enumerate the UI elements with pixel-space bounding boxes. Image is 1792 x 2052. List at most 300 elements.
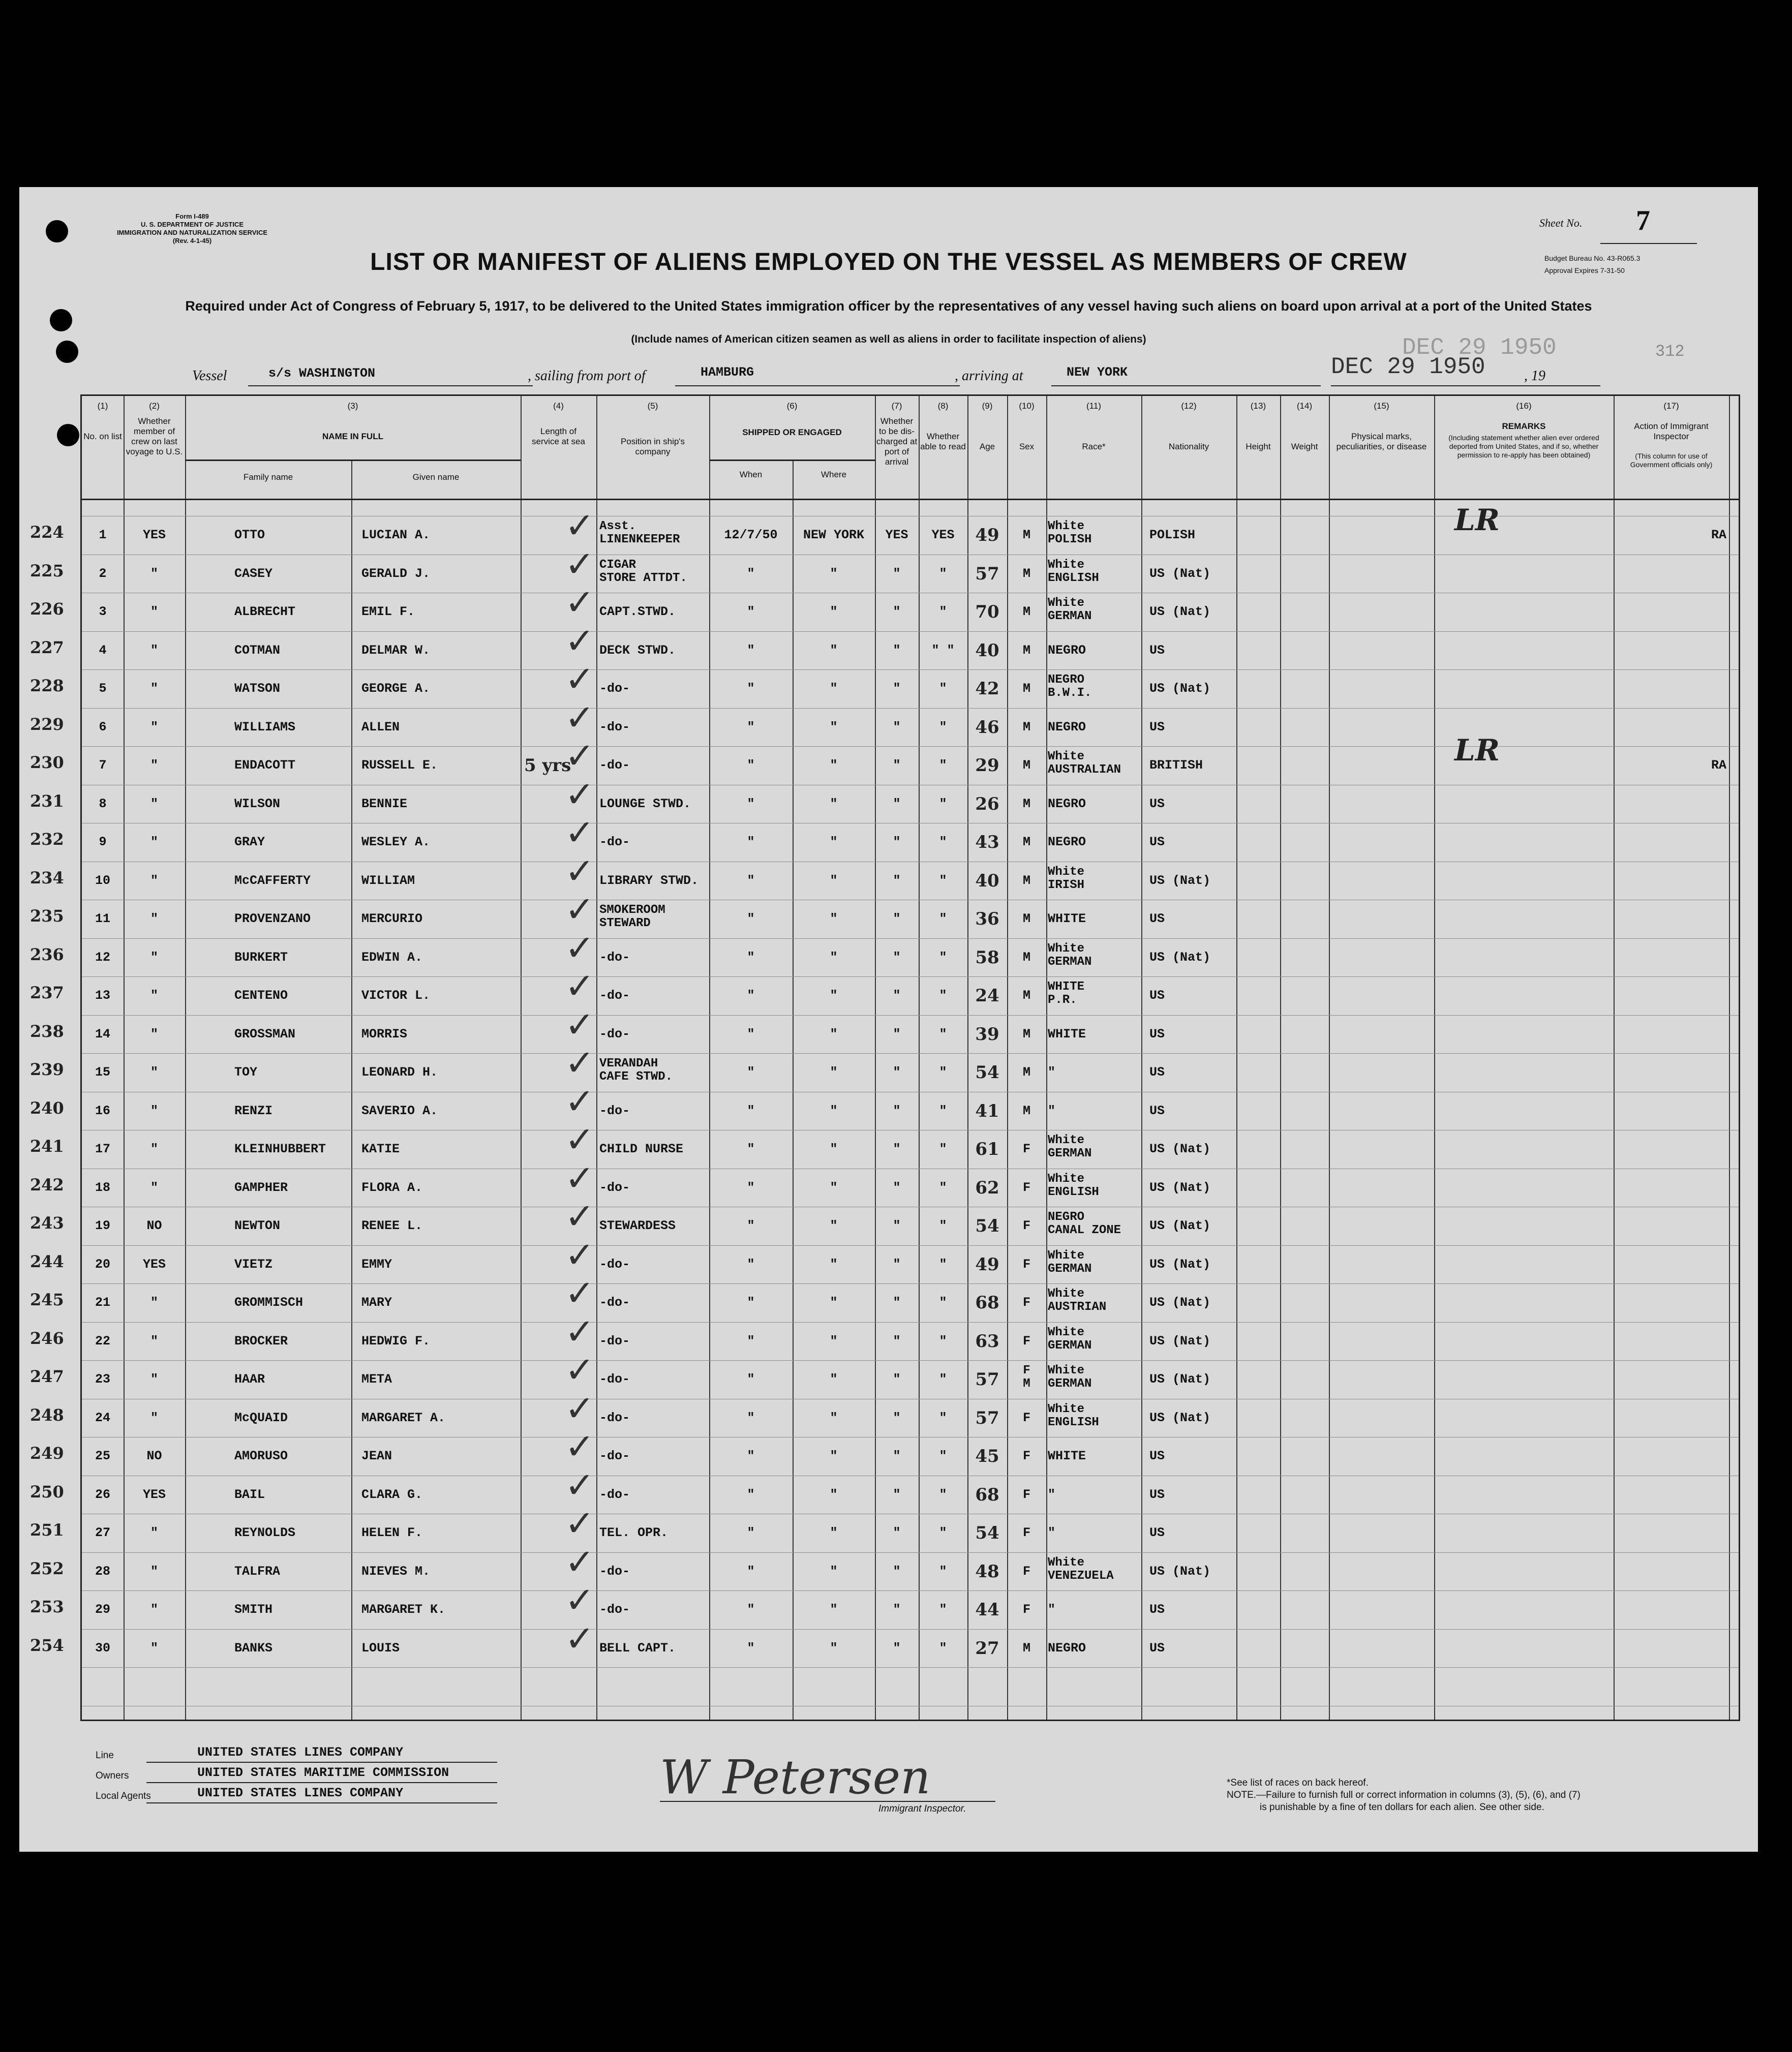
cell-race: WHITE	[1048, 911, 1086, 926]
cell-read: " "	[931, 642, 955, 658]
cell-read: "	[939, 911, 947, 926]
cell-sex: F	[1022, 1449, 1030, 1463]
cell-sex: F	[1022, 1295, 1030, 1310]
cell-age: 61	[975, 1139, 999, 1159]
cell-given: JEAN	[361, 1449, 392, 1463]
cell-family: ALBRECHT	[234, 604, 296, 619]
cell-sex: F	[1022, 1142, 1030, 1156]
cell-age: 62	[975, 1177, 999, 1198]
cell-disch: "	[893, 1640, 901, 1656]
cell-family: SMITH	[234, 1602, 273, 1617]
cell-when: "	[747, 1180, 755, 1195]
cell-where: "	[830, 642, 838, 658]
cell-no: 13	[95, 988, 110, 1003]
sailing-port: HAMBURG	[701, 365, 754, 380]
cell-position: -do-	[599, 1372, 630, 1387]
cell-remark: LR	[1454, 733, 1500, 768]
cell-given: KATIE	[361, 1142, 400, 1156]
cell-sex: M	[1022, 1065, 1030, 1080]
cell-last: NO	[146, 1449, 162, 1463]
cell-last: "	[150, 1410, 158, 1425]
cell-read: "	[939, 719, 947, 734]
date-stamp-top: DEC 29 1950	[1402, 334, 1557, 361]
date-underline	[1331, 385, 1600, 386]
cell-last: NO	[146, 1218, 162, 1233]
col-header-height: Height	[1246, 442, 1271, 451]
cell-position: -do-	[599, 681, 630, 696]
cell-read: "	[939, 1410, 947, 1425]
margin-number: 240	[30, 1098, 64, 1118]
col-header-last-voyage: Whether member of crew on last voyage to U.S.	[126, 416, 183, 456]
cell-nat: US	[1149, 1449, 1165, 1463]
sheet-number-underline	[1600, 243, 1697, 244]
cell-nat: US	[1149, 719, 1165, 734]
cell-read: "	[939, 1026, 947, 1042]
cell-sex: M	[1022, 719, 1030, 734]
check-mark-icon: ✓	[565, 965, 595, 1007]
cell-given: WESLEY A.	[361, 835, 431, 849]
cell-remark: LR	[1454, 503, 1500, 537]
check-mark-icon: ✓	[565, 1196, 595, 1237]
col-header-no-on-list: No. on list	[83, 432, 122, 441]
cell-disch: "	[893, 1218, 901, 1233]
cell-when: "	[747, 835, 755, 849]
cell-age: 27	[975, 1638, 999, 1659]
col-header-length-service: Length of service at sea	[532, 426, 585, 446]
cell-given: MORRIS	[361, 1026, 408, 1042]
cell-position: -do-	[599, 1449, 630, 1463]
cell-age: 36	[975, 909, 999, 929]
cell-race: WHITE	[1048, 1026, 1086, 1042]
cell-disch: "	[893, 758, 901, 773]
cell-disch: "	[893, 566, 901, 581]
cell-nat: US	[1149, 1065, 1165, 1080]
row-rule	[82, 976, 1739, 977]
cell-position: -do-	[599, 1410, 630, 1425]
margin-number: 241	[30, 1137, 64, 1156]
cell-sex: M	[1022, 528, 1030, 542]
margin-number: 235	[30, 906, 64, 926]
cell-position: -do-	[599, 1333, 630, 1349]
cell-position: CHILD NURSE	[599, 1142, 684, 1156]
col-num-13: (13)	[1250, 401, 1266, 411]
cell-age: 26	[975, 793, 999, 814]
cell-position: -do-	[599, 1487, 630, 1502]
cell-nat: US	[1149, 642, 1165, 658]
cell-family: BURKERT	[234, 950, 288, 965]
col-num-7: (7)	[891, 401, 902, 411]
cell-sex: M	[1022, 604, 1030, 619]
crew-table	[30, 394, 1740, 1721]
cell-where: "	[830, 1640, 838, 1656]
row-rule	[82, 1322, 1739, 1323]
cell-given: MARGARET A.	[361, 1410, 446, 1425]
check-mark-icon: ✓	[565, 1464, 595, 1506]
arriving-underline	[1051, 385, 1321, 386]
cell-when: "	[747, 1449, 755, 1463]
cell-last: "	[150, 1564, 158, 1579]
cell-read: "	[939, 1564, 947, 1579]
check-mark-icon: ✓	[565, 1234, 595, 1276]
cell-where: "	[830, 1142, 838, 1156]
cell-sex: F	[1022, 1333, 1030, 1349]
cell-race: "	[1048, 1602, 1056, 1617]
margin-number: 244	[30, 1251, 64, 1271]
check-mark-icon: ✓	[565, 1426, 595, 1467]
margin-number: 239	[30, 1060, 64, 1079]
cell-no: 20	[95, 1257, 110, 1272]
cell-read: YES	[931, 528, 955, 542]
margin-number: 225	[30, 561, 64, 580]
cell-nat: US (Nat)	[1149, 1333, 1211, 1349]
margin-number: 249	[30, 1444, 64, 1463]
cell-given: GERALD J.	[361, 566, 431, 581]
cell-read: "	[939, 1525, 947, 1540]
cell-family: GROSSMAN	[234, 1026, 296, 1042]
signature-underline	[660, 1801, 995, 1802]
cell-action: RA	[1711, 758, 1726, 773]
cell-position: -do-	[599, 835, 630, 849]
agents-underline	[146, 1802, 497, 1803]
cell-race: White GERMAN	[1048, 1325, 1092, 1353]
cell-no: 22	[95, 1333, 110, 1349]
cell-race: White ENGLISH	[1048, 1402, 1099, 1429]
cell-given: FLORA A.	[361, 1180, 423, 1195]
cell-when: "	[747, 1026, 755, 1042]
cell-no: 29	[95, 1602, 110, 1617]
margin-number: 248	[30, 1405, 64, 1425]
cell-disch: "	[893, 604, 901, 619]
cell-age: 57	[975, 1369, 999, 1390]
cell-where: "	[830, 681, 838, 696]
cell-read: "	[939, 1372, 947, 1387]
cell-sex: F	[1022, 1564, 1030, 1579]
cell-where: "	[830, 1103, 838, 1118]
cell-nat: US	[1149, 1602, 1165, 1617]
col-num-6: (6)	[786, 401, 798, 411]
cell-nat: US (Nat)	[1149, 1180, 1211, 1195]
margin-number: 234	[30, 868, 64, 887]
cell-race: NEGRO	[1048, 835, 1086, 849]
cell-family: BROCKER	[234, 1333, 288, 1349]
cell-where: "	[830, 1449, 838, 1463]
cell-position: VERANDAH CAFE STWD.	[599, 1057, 673, 1084]
cell-position: Asst. LINENKEEPER	[599, 519, 680, 546]
cell-nat: US (Nat)	[1149, 1257, 1211, 1272]
cell-read: "	[939, 1218, 947, 1233]
cell-no: 28	[95, 1564, 110, 1579]
cell-no: 30	[95, 1640, 110, 1656]
cell-given: EDWIN A.	[361, 950, 423, 965]
cell-last: "	[150, 1180, 158, 1195]
cell-family: NEWTON	[234, 1218, 281, 1233]
check-mark-icon: ✓	[565, 1310, 595, 1353]
cell-when: "	[747, 911, 755, 926]
cell-read: "	[939, 1065, 947, 1080]
cell-where: "	[830, 1180, 838, 1195]
cell-no: 16	[95, 1103, 110, 1118]
cell-disch: "	[893, 796, 901, 811]
cell-read: "	[939, 1640, 947, 1656]
cell-where: "	[830, 1333, 838, 1349]
cell-read: "	[939, 1257, 947, 1272]
service: IMMIGRATION AND NATURALIZATION SERVICE	[116, 229, 268, 236]
cell-given: HEDWIG F.	[361, 1333, 431, 1349]
cell-nat: POLISH	[1149, 528, 1196, 542]
margin-number: 246	[30, 1328, 64, 1348]
col-num-15: (15)	[1374, 401, 1389, 411]
cell-where: NEW YORK	[803, 528, 865, 542]
budget-bureau: Budget Bureau No. 43-R065.3	[1544, 254, 1641, 262]
margin-number: 251	[30, 1520, 64, 1540]
cell-given: MERCURIO	[361, 911, 423, 926]
penalty-note: NOTE.—Failure to furnish full or correct information in columns (3), (5), (6), and (7)	[1227, 1790, 1581, 1800]
row-rule	[82, 631, 1739, 632]
cell-age: 40	[975, 640, 999, 661]
check-mark-icon: ✓	[565, 696, 595, 739]
col-header-given-name: Given name	[412, 472, 460, 482]
col-num-9: (9)	[982, 401, 993, 411]
cell-where: "	[830, 796, 838, 811]
cell-age: 29	[975, 755, 999, 776]
margin-number: 253	[30, 1597, 64, 1616]
check-mark-icon: ✓	[565, 581, 595, 623]
cell-sex: F	[1022, 1487, 1030, 1502]
col-header-read: Whether able to read	[920, 432, 966, 451]
margin-number: 242	[30, 1175, 64, 1195]
cell-given: GEORGE A.	[361, 681, 431, 696]
cell-no: 12	[95, 950, 110, 965]
cell-age: 45	[975, 1446, 999, 1466]
cell-read: "	[939, 1103, 947, 1118]
cell-age: 49	[975, 525, 999, 545]
cell-nat: US (Nat)	[1149, 1372, 1211, 1387]
cell-read: "	[939, 681, 947, 696]
sailing-underline	[675, 385, 960, 386]
sheet-number-label: Sheet No.	[1539, 217, 1583, 229]
cell-last: "	[150, 1525, 158, 1540]
cell-race: NEGRO	[1048, 796, 1086, 811]
cell-no: 17	[95, 1142, 110, 1156]
cell-age: 24	[975, 986, 999, 1006]
cell-when: "	[747, 1372, 755, 1387]
row-rule	[82, 1629, 1739, 1630]
cell-age: 39	[975, 1024, 999, 1045]
cell-given: BENNIE	[361, 796, 408, 811]
cell-sex: M	[1022, 566, 1030, 581]
col-header-family-name: Family name	[243, 472, 293, 482]
cell-last: "	[150, 1103, 158, 1118]
cell-family: GROMMISCH	[234, 1295, 303, 1310]
cell-nat: US (Nat)	[1149, 1410, 1211, 1425]
arriving-port: NEW YORK	[1067, 365, 1128, 380]
owners-value: UNITED STATES MARITIME COMMISSION	[197, 1765, 449, 1780]
manifest-sheet	[19, 187, 1758, 1852]
cell-age: 43	[975, 832, 999, 852]
cell-when: "	[747, 1487, 755, 1502]
cell-no: 5	[99, 681, 107, 696]
cell-when: "	[747, 1142, 755, 1156]
margin-number: 231	[30, 791, 64, 811]
cell-family: McQUAID	[234, 1410, 288, 1425]
cell-position: -do-	[599, 1026, 630, 1042]
cell-race: White IRISH	[1048, 865, 1085, 892]
cell-no: 24	[95, 1410, 110, 1425]
cell-nat: US (Nat)	[1149, 1564, 1211, 1579]
cell-when: "	[747, 988, 755, 1003]
col-header-sex: Sex	[1019, 442, 1035, 451]
cell-disch: "	[893, 1602, 901, 1617]
cell-position: SMOKEROOM STEWARD	[599, 903, 665, 930]
cell-given: DELMAR W.	[361, 642, 431, 658]
cell-sex: F	[1022, 1602, 1030, 1617]
cell-race: White GERMAN	[1048, 1134, 1092, 1160]
cell-where: "	[830, 911, 838, 926]
cell-read: "	[939, 604, 947, 619]
check-mark-icon: ✓	[565, 927, 595, 969]
cell-disch: "	[893, 1295, 901, 1310]
cell-sex: M	[1022, 911, 1030, 926]
punch-hole	[50, 309, 72, 331]
cell-nat: US	[1149, 1487, 1165, 1502]
cell-family: BANKS	[234, 1640, 273, 1656]
cell-position: CAPT.STWD.	[599, 604, 676, 619]
cell-no: 27	[95, 1525, 110, 1540]
row-rule	[82, 1053, 1739, 1054]
cell-when: "	[747, 1564, 755, 1579]
row-rule	[82, 938, 1739, 939]
cell-disch: "	[893, 988, 901, 1003]
line-value: UNITED STATES LINES COMPANY	[197, 1745, 404, 1760]
cell-nat: US	[1149, 835, 1165, 849]
cell-race: "	[1048, 1525, 1056, 1540]
col-num-17: (17)	[1663, 401, 1679, 411]
margin-number: 238	[30, 1021, 64, 1041]
cell-family: REYNOLDS	[234, 1525, 296, 1540]
col-num-1: (1)	[97, 401, 108, 411]
check-mark-icon: ✓	[565, 620, 595, 662]
cell-family: AMORUSO	[234, 1449, 288, 1463]
cell-position: BELL CAPT.	[599, 1640, 676, 1656]
vessel-underline	[248, 385, 533, 386]
cell-nat: US (Nat)	[1149, 1218, 1211, 1233]
cell-where: "	[830, 1065, 838, 1080]
check-mark-icon: ✓	[565, 1503, 595, 1544]
cell-when: "	[747, 1333, 755, 1349]
cell-nat: US	[1149, 796, 1165, 811]
cell-disch: "	[893, 835, 901, 849]
col-num-2: (2)	[149, 401, 160, 411]
cell-read: "	[939, 1449, 947, 1463]
vessel-name: s/s WASHINGTON	[268, 366, 376, 381]
check-mark-icon: ✓	[565, 1387, 595, 1429]
margin-number: 230	[30, 753, 64, 772]
check-mark-icon: ✓	[565, 1080, 595, 1122]
margin-number: 232	[30, 830, 64, 849]
cell-where: "	[830, 1525, 838, 1540]
cell-read: "	[939, 1295, 947, 1310]
cell-read: "	[939, 1180, 947, 1195]
cell-position: -do-	[599, 758, 630, 773]
department: U. S. DEPARTMENT OF JUSTICE	[141, 221, 244, 228]
form-number: Form I-489	[175, 212, 209, 220]
cell-position: -do-	[599, 950, 630, 965]
cell-last: "	[150, 950, 158, 965]
cell-sex: M	[1022, 835, 1030, 849]
line-label: Line	[96, 1750, 114, 1761]
cell-where: "	[830, 1295, 838, 1310]
cell-position: -do-	[599, 1295, 630, 1310]
cell-where: "	[830, 835, 838, 849]
cell-sex: M	[1022, 642, 1030, 658]
cell-when: "	[747, 1065, 755, 1080]
cell-race: NEGRO	[1048, 719, 1086, 734]
cell-no: 10	[95, 873, 110, 888]
col-num-8: (8)	[937, 401, 949, 411]
cell-last: "	[150, 1333, 158, 1349]
cell-where: "	[830, 988, 838, 1003]
cell-last: "	[150, 911, 158, 926]
cell-last: YES	[142, 1487, 166, 1502]
col-header-position: Position in ship's company	[620, 437, 685, 456]
col-header-race: Race*	[1082, 442, 1106, 451]
cell-when: "	[747, 1257, 755, 1272]
cell-read: "	[939, 873, 947, 888]
cell-when: "	[747, 758, 755, 773]
cell-age: 49	[975, 1254, 999, 1275]
col-header-name: NAME IN FULL	[322, 432, 383, 441]
check-mark-icon: ✓	[565, 773, 595, 815]
col-num-16: (16)	[1516, 401, 1532, 411]
cell-sex: F M	[1023, 1364, 1030, 1391]
cell-position: CIGAR STORE ATTDT.	[599, 558, 687, 585]
cell-disch: "	[893, 1525, 901, 1540]
cell-disch: "	[893, 1142, 901, 1156]
cell-last: "	[150, 1640, 158, 1656]
check-mark-icon: ✓	[565, 889, 595, 930]
cell-age: 48	[975, 1561, 999, 1582]
cell-race: NEGRO CANAL ZONE	[1048, 1210, 1121, 1237]
cell-when: "	[747, 719, 755, 734]
col-header-action-note: (This column for use of Government officials only)	[1630, 452, 1713, 469]
cell-no: 6	[99, 719, 107, 734]
cell-nat: US	[1149, 1026, 1165, 1042]
check-mark-icon: ✓	[565, 1541, 595, 1583]
cell-family: HAAR	[234, 1372, 265, 1387]
agents-label: Local Agents	[96, 1791, 151, 1801]
cell-given: WILLIAM	[361, 873, 415, 888]
cell-no: 19	[95, 1218, 110, 1233]
cell-given: META	[361, 1372, 392, 1387]
row-rule	[82, 1590, 1739, 1591]
col-header-remarks: REMARKS	[1502, 421, 1546, 431]
cell-age: 68	[975, 1293, 999, 1313]
col-num-4: (4)	[553, 401, 564, 411]
col-header-nationality: Nationality	[1168, 442, 1209, 451]
cell-race: White ENGLISH	[1048, 1172, 1099, 1199]
cell-position: LIBRARY STWD.	[599, 873, 699, 888]
cell-disch: "	[893, 642, 901, 658]
row-rule	[82, 669, 1739, 670]
cell-given: LEONARD H.	[361, 1065, 438, 1080]
cell-given: SAVERIO A.	[361, 1103, 438, 1118]
cell-race: "	[1048, 1065, 1056, 1080]
approval-expires: Approval Expires 7-31-50	[1544, 266, 1625, 274]
cell-race: WHITE P.R.	[1048, 980, 1085, 1007]
cell-given: EMMY	[361, 1257, 392, 1272]
cell-when: "	[747, 566, 755, 581]
cell-disch: "	[893, 1564, 901, 1579]
